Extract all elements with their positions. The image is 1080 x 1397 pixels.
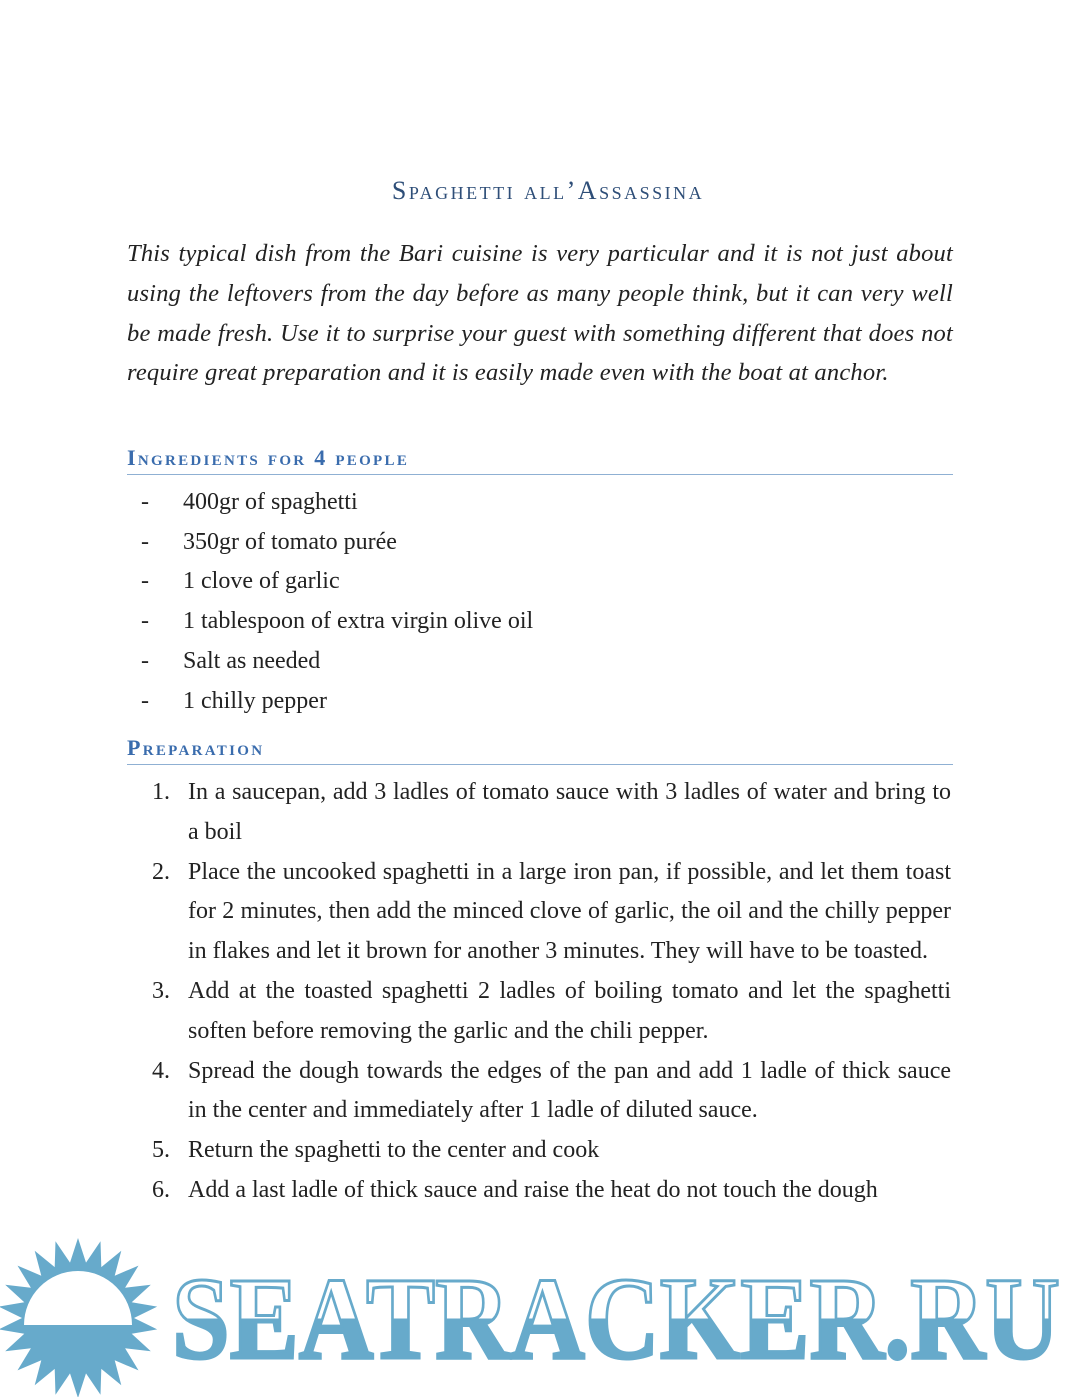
step-item [127, 1052, 953, 1132]
step-item [127, 1131, 953, 1171]
ingredient-text: 1 tablespoon of extra virgin olive oil [183, 608, 534, 635]
step-text: Return the spaghetti to the center and cook [188, 1137, 600, 1164]
ingredient-text: 1 chilly pepper [183, 687, 327, 714]
ingredient-text: 1 clove of garlic [183, 568, 340, 595]
step-number: 5. [152, 1137, 170, 1164]
step-item [127, 1171, 953, 1211]
ingredient-text: 400gr of spaghetti [183, 489, 358, 515]
step-number: 1. [152, 779, 170, 805]
step-item [127, 853, 953, 972]
list-item [127, 562, 953, 602]
step-text: Add a last ladle of thick sauce and raise the heat do not touch the dough [188, 1176, 878, 1203]
ingredients-heading: Ingredients for 4 people [127, 444, 953, 475]
step-item [127, 773, 953, 853]
ingredients-list [127, 483, 953, 721]
step-number: 2. [152, 858, 170, 885]
step-number: 4. [152, 1057, 170, 1084]
list-item [127, 682, 953, 722]
page-title: Spaghetti all’Assassina [391, 176, 705, 205]
sun-icon [0, 1238, 157, 1397]
watermark-text: SEATRACKER.RU [172, 1253, 1060, 1384]
ingredient-text: Salt as needed [183, 647, 321, 674]
preparation-steps [127, 773, 953, 1211]
seatracker-watermark-logo [0, 1238, 1080, 1397]
ingredient-text: 350gr of tomato purée [183, 528, 397, 555]
intro-paragraph: This typical dish from the Bari cuisine is very particular and it is not just about using the leftovers from the day before as many people think, but it can very well be made fresh. Use it to surprise your guest with something different that does not require great preparation and it is easily made even with the boat at anchor. [127, 240, 953, 387]
bullet: - [141, 687, 149, 714]
list-item [127, 602, 953, 642]
step-number: 3. [152, 977, 170, 1004]
preparation-heading: Preparation [127, 734, 953, 765]
list-item [127, 523, 953, 563]
step-text: Spread the dough towards the edges of the pan and add 1 ladle of thick sauce in the center and immediately after 1 ladle of diluted sauce. [188, 1057, 951, 1124]
bullet: - [141, 608, 149, 635]
bullet: - [141, 647, 149, 674]
step-text: Add at the toasted spaghetti 2 ladles of boiling tomato and let the spaghetti soften before removing the garlic and the chili pepper. [188, 977, 951, 1044]
step-text: Place the uncooked spaghetti in a large iron pan, if possible, and let them toast for 2 minutes, then add the minced clove of garlic, the oil and the chilly pepper in flakes and let it brown for another 3 minutes. They will have to be toasted. [188, 858, 951, 965]
step-number: 6. [152, 1176, 170, 1203]
step-item [127, 972, 953, 1052]
bullet: - [141, 489, 149, 515]
bullet: - [141, 528, 149, 555]
list-item [127, 483, 953, 523]
list-item [127, 642, 953, 682]
step-text: In a saucepan, add 3 ladles of tomato sauce with 3 ladles of water and bring to a boil [188, 779, 951, 845]
bullet: - [141, 568, 149, 595]
